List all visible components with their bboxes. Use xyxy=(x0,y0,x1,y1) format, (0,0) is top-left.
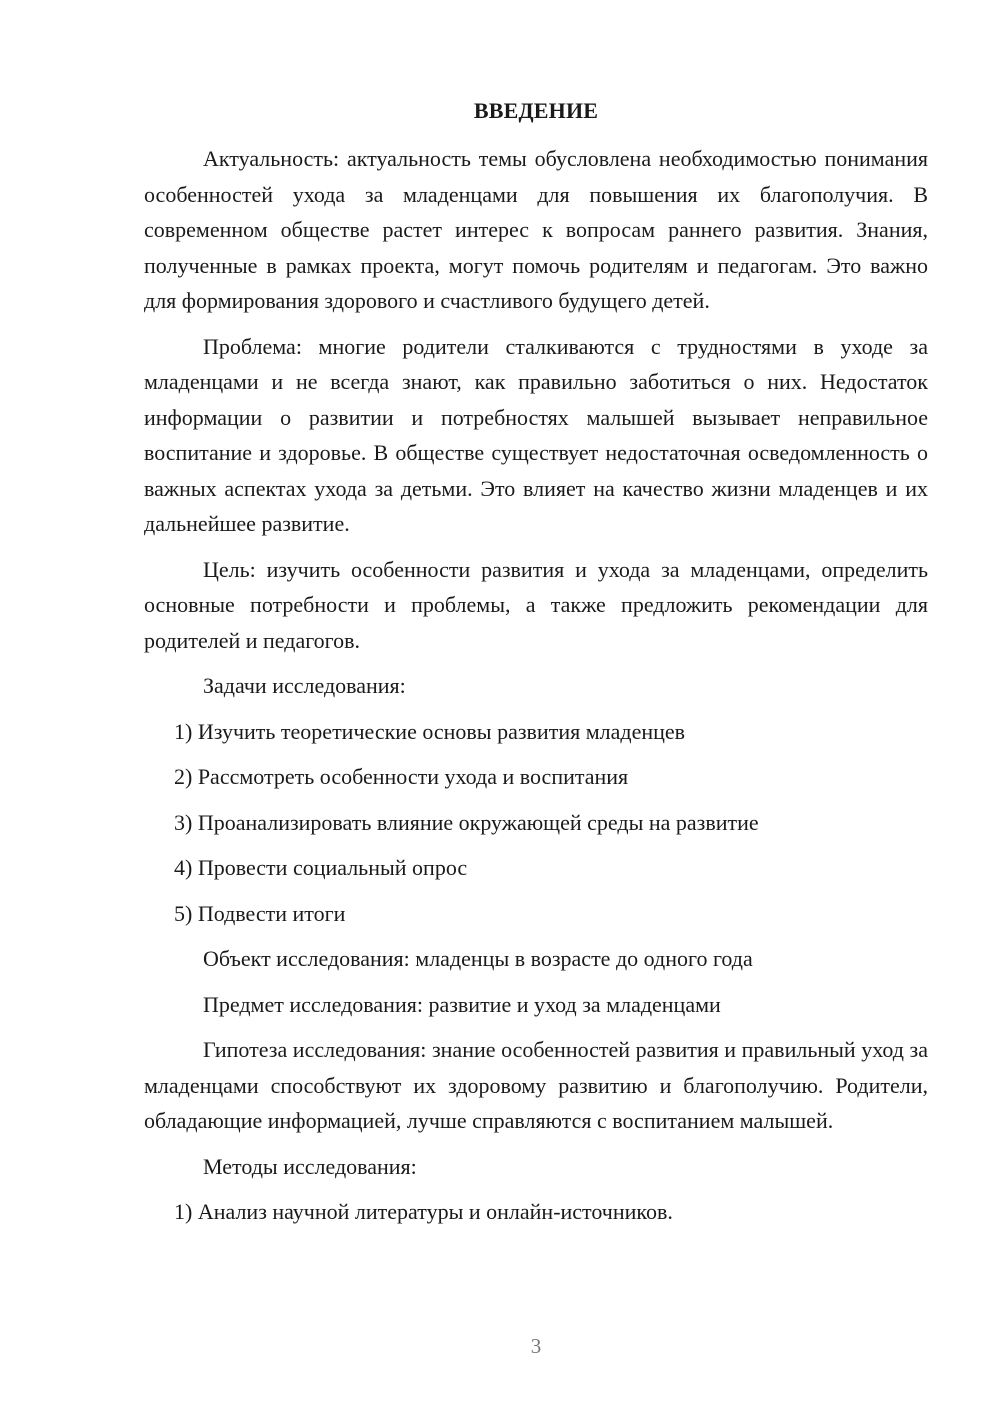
method-item-1: 1) Анализ научной литературы и онлайн-источников. xyxy=(174,1199,673,1224)
document-body xyxy=(144,141,928,1240)
paragraph-relevance: Актуальность: актуальность темы обусловлена необходимостью понимания особенностей ухода за младенцами для повышения их благополучия. В современном обществе растет интерес к вопросам раннего развития. Знания, полученные в рамках проекта, могут помочь родителям и педагогам. Это важно для формирования здорового и счастливого будущего детей. xyxy=(144,146,928,313)
task-item-2: 2) Рассмотреть особенности ухода и воспитания xyxy=(174,764,629,789)
paragraph-hypothesis: Гипотеза исследования: знание особенностей развития и правильный уход за младенцами способствуют их здоровому развитию и благополучию. Родители, обладающие информацией, лучше справляются с воспитанием малышей. xyxy=(144,1037,928,1133)
paragraph-goal: Цель: изучить особенности развития и ухода за младенцами, определить основные потребности и проблемы, а также предложить рекомендации для родителей и педагогов. xyxy=(144,556,928,653)
task-item-1: 1) Изучить теоретические основы развития младенцев xyxy=(174,718,686,744)
methods-heading: Методы исследования: xyxy=(203,1153,417,1179)
document-page xyxy=(144,0,928,1414)
task-item-3: 3) Проанализировать влияние окружающей среды на развитие xyxy=(174,809,759,835)
paragraph-problem: Проблема: многие родители сталкиваются с трудностями в уходе за младенцами и не всегда знают, как правильно заботиться о них. Недостаток информации о развитии и потребностях малышей вызывает неправильное воспитание и здоровье. В обществе существует недостаточная осведомленность о важных аспектах ухода за детьми. Это влияет на качество жизни младенцев и их дальнейшее развитие. xyxy=(144,333,928,536)
task-item-5: 5) Подвести итоги xyxy=(174,900,346,926)
research-object: Объект исследования: младенцы в возрасте до одного года xyxy=(203,946,753,971)
tasks-heading: Задачи исследования: xyxy=(203,673,406,698)
section-title: ВВЕДЕНИЕ xyxy=(473,98,599,123)
research-subject: Предмет исследования: развитие и уход за младенцами xyxy=(203,991,721,1017)
task-item-4: 4) Провести социальный опрос xyxy=(174,855,468,880)
page-number: 3 xyxy=(530,1334,542,1358)
